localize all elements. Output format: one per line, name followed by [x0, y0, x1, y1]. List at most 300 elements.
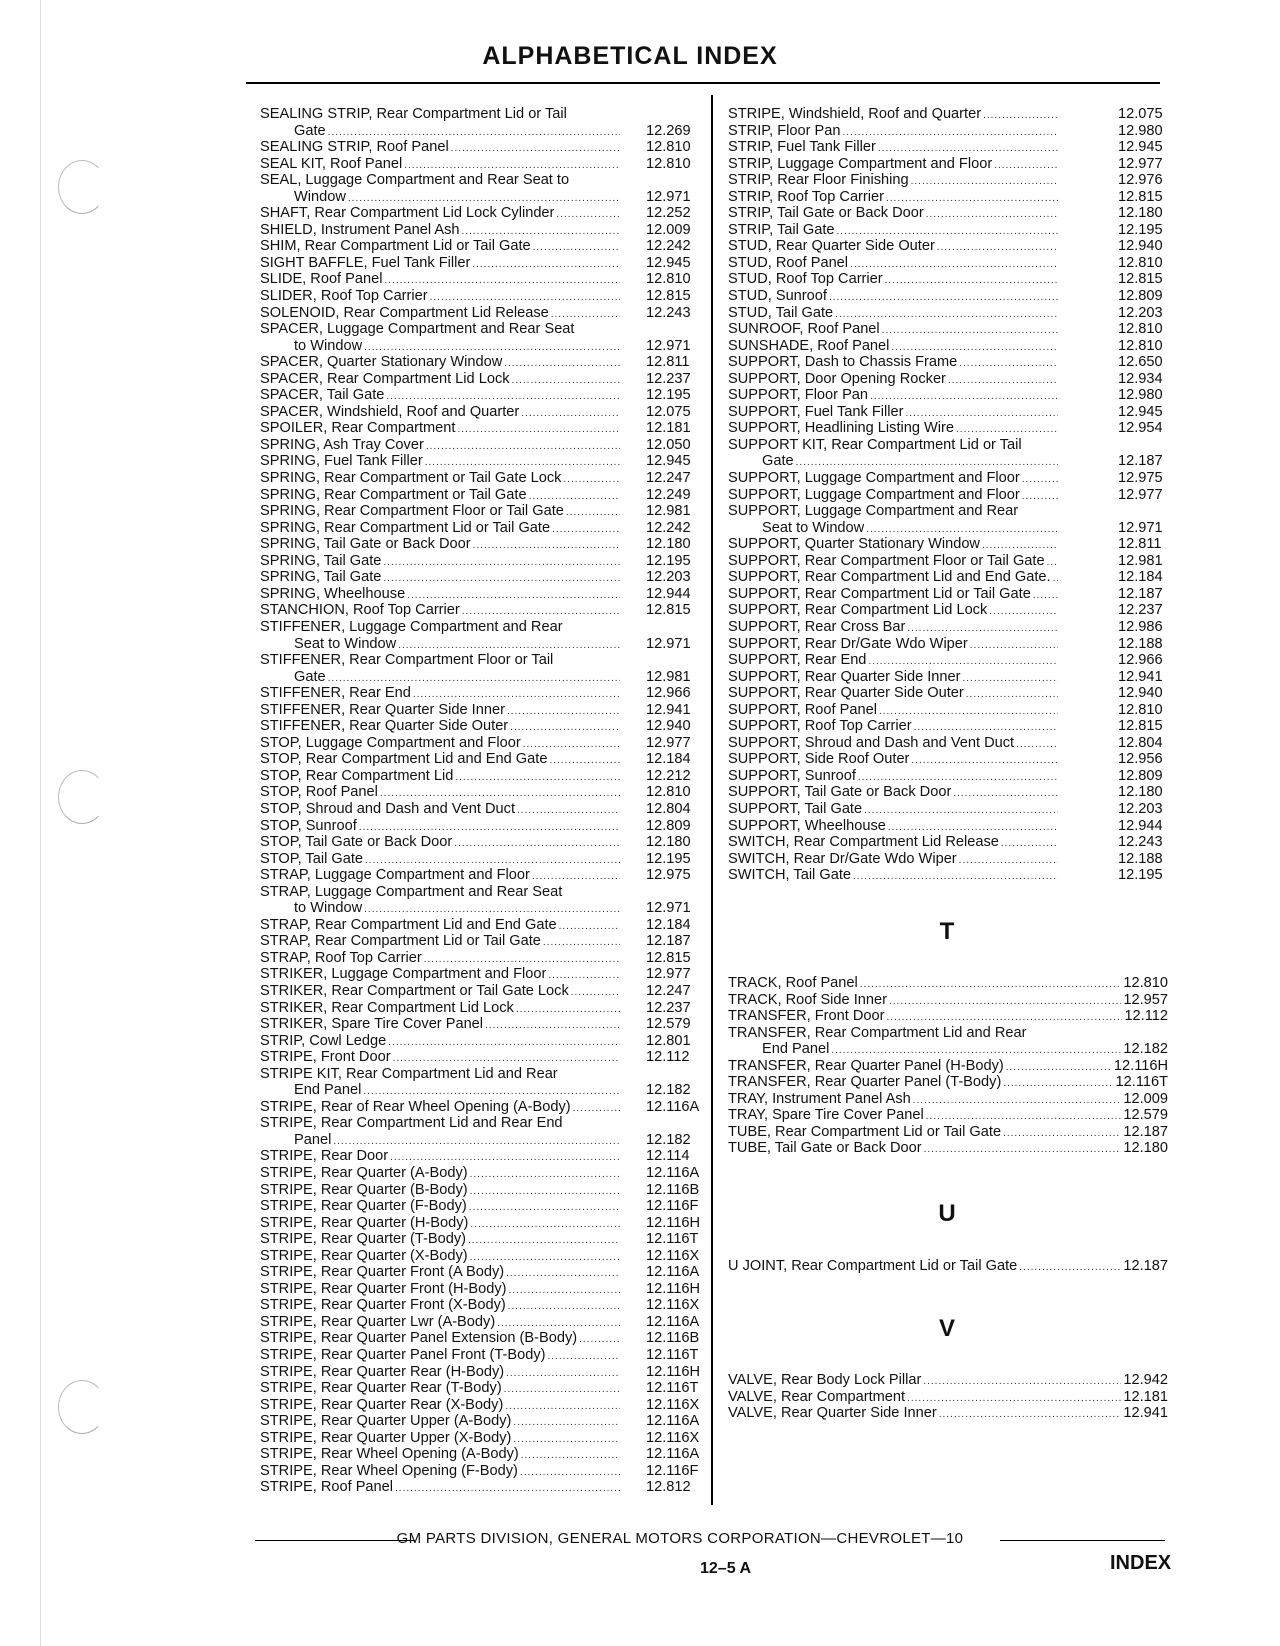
index-entry [260, 1198, 704, 1215]
entry-page-ref: 12.116T [646, 1231, 699, 1248]
entry-text: SWITCH, Tail Gate [728, 867, 851, 884]
entry-text: Window [294, 188, 346, 205]
index-entry [728, 487, 1168, 504]
entry-page-ref: 12.184 [646, 916, 691, 933]
entry-text: STRIPE, Rear Quarter Upper (A-Body) [260, 1413, 512, 1430]
entry-page-ref: 12.116A [646, 1264, 700, 1281]
entry-page-ref: 12.050 [646, 436, 691, 453]
index-entry [260, 1446, 704, 1463]
entry-page-ref: 12.957 [1123, 991, 1168, 1008]
entry-text: STRIPE, Rear Quarter (X-Body) [260, 1247, 468, 1264]
entry-page-ref: 12.579 [646, 1016, 691, 1033]
index-entry [260, 1000, 704, 1017]
entry-text: STRIP, Tail Gate [728, 221, 835, 238]
entry-text: STRAP, Luggage Compartment and Floor [260, 867, 530, 884]
index-entry [728, 305, 1168, 322]
entry-page-ref: 12.187 [1118, 453, 1163, 470]
index-entry [260, 553, 704, 570]
entry-page-ref: 12.182 [646, 1131, 691, 1148]
dot-leader [889, 994, 1121, 1011]
index-entry [728, 1025, 1168, 1058]
entry-text: STOP, Luggage Compartment and Floor [260, 734, 521, 751]
entry-text: End Panel [294, 1082, 362, 1099]
entry-text: SPRING, Wheelhouse [260, 585, 406, 602]
entry-page-ref: 12.810 [646, 155, 691, 172]
entry-page-ref: 12.195 [646, 387, 691, 404]
entry-text: STRIPE, Rear Door [260, 1148, 389, 1165]
entry-text: SPRING, Rear Compartment or Tail Gate Lock [260, 470, 562, 487]
entry-text: STRIP, Rear Floor Finishing [728, 172, 909, 189]
entry-text: STRIPE, Rear Quarter Front (H-Body) [260, 1280, 507, 1297]
entry-text: TRACK, Roof Side Inner [728, 991, 887, 1008]
index-entry [728, 834, 1168, 851]
entry-page-ref: 12.116X [646, 1297, 700, 1314]
entry-text: STIFFENER, Rear Quarter Side Outer [260, 718, 509, 735]
entry-page-ref: 12.945 [646, 453, 691, 470]
entry-text: SUPPORT, Side Roof Outer [728, 751, 910, 768]
index-entry [260, 784, 704, 801]
index-entry [260, 420, 704, 437]
index-entry [260, 288, 704, 305]
index-entry [728, 784, 1168, 801]
index-entry [260, 586, 704, 603]
entry-text: STRIP, Floor Pan [728, 122, 841, 139]
entry-page-ref: 12.180 [1118, 205, 1163, 222]
entry-page-ref: 12.966 [1118, 652, 1163, 669]
index-entry [260, 569, 704, 586]
index-entry [728, 569, 1168, 586]
dot-leader [924, 1142, 1122, 1159]
entry-text: SPRING, Rear Compartment Lid or Tail Gate [260, 519, 551, 536]
entry-text: SIGHT BAFFLE, Fuel Tank Filler [260, 254, 471, 271]
index-entry [260, 1397, 704, 1414]
entry-text: SPRING, Rear Compartment Floor or Tail Gate [260, 503, 564, 520]
entry-text: Gate [294, 668, 326, 685]
dot-leader [404, 158, 620, 175]
entry-text: SPACER, Rear Compartment Lid Lock [260, 370, 510, 387]
entry-page-ref: 12.975 [1118, 470, 1163, 487]
entry-text: SUPPORT, Luggage Compartment and Floor [728, 470, 1020, 487]
dot-leader [923, 1374, 1121, 1391]
entry-text: SUPPORT, Tail Gate or Back Door [728, 784, 952, 801]
entry-page-ref: 12.243 [1118, 834, 1163, 851]
index-entry [728, 420, 1168, 437]
entry-text: SPACER, Windshield, Roof and Quarter [260, 403, 520, 420]
entry-page-ref: 12.116H [646, 1363, 701, 1380]
entry-page-ref: 12.195 [646, 850, 691, 867]
entry-text: STRIPE, Rear Quarter Panel Extension (B-Body) [260, 1330, 578, 1347]
entry-text: STRIPE, Rear of Rear Wheel Opening (A-Body) [260, 1098, 571, 1115]
entry-text: STIFFENER, Luggage Compartment and Rear [260, 618, 563, 635]
entry-text: STRIPE, Rear Quarter Rear (H-Body) [260, 1363, 505, 1380]
entry-text: SUPPORT, Rear Dr/Gate Wdo Wiper [728, 635, 968, 652]
index-entry [728, 867, 1168, 884]
index-entry [728, 139, 1168, 156]
entry-text: SUPPORT, Wheelhouse [728, 817, 886, 834]
entry-page-ref: 12.116X [646, 1247, 700, 1264]
index-entry [728, 1008, 1168, 1025]
entry-page-ref: 12.252 [646, 205, 691, 222]
index-entry [260, 1430, 704, 1447]
entry-page-ref: 12.116X [646, 1396, 700, 1413]
entry-text: STUD, Roof Panel [728, 254, 849, 271]
index-entry [728, 685, 1168, 702]
index-entry [260, 619, 704, 652]
entry-text: SPRING, Ash Tray Cover [260, 436, 424, 453]
entry-text: SLIDER, Roof Top Carrier [260, 288, 428, 305]
section-letter-u: U [938, 1200, 956, 1227]
entry-text: STUD, Roof Top Carrier [728, 271, 883, 288]
entry-page-ref: 12.945 [1118, 403, 1163, 420]
entry-text: SUNSHADE, Roof Panel [728, 337, 890, 354]
index-entry [260, 834, 704, 851]
entry-page-ref: 12.941 [1123, 1405, 1168, 1422]
index-entry [260, 851, 704, 868]
entry-text: SUNROOF, Roof Panel [728, 321, 880, 338]
entry-page-ref: 12.811 [1118, 536, 1162, 553]
entry-text: STRIPE, Rear Wheel Opening (F-Body) [260, 1462, 518, 1479]
entry-page-ref: 12.977 [646, 966, 691, 983]
entry-page-ref: 12.116A [646, 1098, 700, 1115]
entry-text: SHIELD, Instrument Panel Ash [260, 221, 460, 238]
entry-page-ref: 12.181 [646, 420, 691, 437]
entry-page-ref: 12.116H [646, 1214, 701, 1231]
index-entry [728, 619, 1168, 636]
entry-text: SUPPORT, Quarter Stationary Window [728, 536, 980, 553]
entry-text: SUPPORT, Shroud and Dash and Vent Duct [728, 734, 1015, 751]
entry-text: SPACER, Luggage Compartment and Rear Seat [260, 321, 575, 338]
entry-page-ref: 12.212 [646, 767, 691, 784]
index-entry [728, 702, 1168, 719]
entry-page-ref: 12.809 [1118, 288, 1163, 305]
entry-page-ref: 12.971 [646, 188, 691, 205]
entry-text: Seat to Window [294, 635, 397, 652]
index-entry [260, 1115, 704, 1148]
index-entry [260, 801, 704, 818]
index-entry [728, 1258, 1168, 1275]
index-entry [260, 1248, 704, 1265]
entry-page-ref: 12.242 [646, 519, 691, 536]
entry-text: SUPPORT, Rear Compartment Lid and End Gate. [728, 569, 1051, 586]
dot-leader [398, 638, 620, 655]
entry-text: SPOILER, Rear Compartment [260, 420, 456, 437]
index-entry [260, 602, 704, 619]
entry-page-ref: 12.810 [646, 784, 691, 801]
entry-page-ref: 12.116A [646, 1165, 700, 1181]
entry-text: STRIPE, Rear Quarter (A-Body) [260, 1165, 468, 1181]
dot-leader [853, 869, 1058, 886]
entry-page-ref: 12.184 [646, 751, 691, 768]
page-number: 12–5 A [700, 1560, 751, 1577]
entry-page-ref: 12.116T [1115, 1074, 1168, 1091]
entry-text: STOP, Rear Compartment Lid [260, 767, 454, 784]
entry-page-ref: 12.203 [646, 569, 691, 586]
right-index-column [728, 106, 1168, 884]
entry-text: STUD, Sunroof [728, 288, 827, 305]
entry-page-ref: 12.112 [1124, 1008, 1168, 1025]
entry-text: SUPPORT, Rear Compartment Lid or Tail Gate [728, 585, 1031, 602]
entry-text: STRIPE, Rear Quarter (T-Body) [260, 1231, 466, 1248]
entry-page-ref: 12.187 [1123, 1258, 1168, 1274]
entry-page-ref: 12.986 [1118, 618, 1163, 635]
index-entry [728, 602, 1168, 619]
index-entry [260, 768, 704, 785]
entry-page-ref: 12.180 [1123, 1140, 1168, 1157]
entry-page-ref: 12.116T [646, 1347, 699, 1364]
entry-page-ref: 12.804 [646, 800, 691, 817]
entry-page-ref: 12.195 [646, 552, 691, 569]
entry-text: SEAL, Luggage Compartment and Rear Seat to [260, 172, 570, 189]
index-entry [260, 470, 704, 487]
binder-hole-middle [58, 770, 106, 824]
entry-page-ref: 12.971 [646, 337, 691, 354]
index-entry [728, 992, 1168, 1009]
index-entry [728, 586, 1168, 603]
entry-page-ref: 12.180 [1118, 784, 1163, 801]
entry-text: STRIKER, Rear Compartment Lid Lock [260, 999, 514, 1016]
index-entry [260, 884, 704, 917]
entry-text: SUPPORT, Headlining Listing Wire [728, 420, 955, 437]
index-entry [260, 718, 704, 735]
dot-leader [393, 1051, 620, 1068]
index-entry [728, 1058, 1168, 1075]
index-entry [260, 255, 704, 272]
dot-leader [551, 307, 620, 324]
dot-leader [1003, 1126, 1121, 1143]
entry-page-ref: 12.944 [646, 585, 691, 602]
entry-page-ref: 12.116H [1113, 1057, 1168, 1074]
index-entry [728, 1091, 1168, 1108]
dot-leader [913, 1093, 1122, 1110]
index-entry [260, 387, 704, 404]
entry-page-ref: 12.815 [646, 949, 691, 966]
index-entry [260, 1330, 704, 1347]
index-entry [728, 470, 1168, 487]
entry-text: SPRING, Rear Compartment or Tail Gate [260, 486, 527, 503]
index-entry [728, 652, 1168, 669]
entry-text: SPRING, Tail Gate or Back Door [260, 536, 471, 553]
entry-page-ref: 12.940 [646, 718, 691, 735]
entry-page-ref: 12.810 [646, 139, 691, 156]
entry-text: STRIP, Fuel Tank Filler [728, 139, 876, 156]
index-entry [260, 536, 704, 553]
entry-text: TRAY, Instrument Panel Ash [728, 1090, 911, 1107]
index-entry [260, 172, 704, 205]
index-entry [728, 1140, 1168, 1157]
entry-text: SEALING STRIP, Rear Compartment Lid or Tail [260, 106, 567, 122]
entry-page-ref: 12.247 [646, 982, 691, 999]
entry-page-ref: 12.182 [646, 1082, 691, 1099]
column-divider [711, 95, 713, 1505]
index-entry [728, 288, 1168, 305]
entry-text: STRIPE, Rear Wheel Opening (A-Body) [260, 1446, 519, 1463]
index-entry [260, 1016, 704, 1033]
index-entry [260, 437, 704, 454]
binder-hole-top [58, 160, 106, 214]
entry-text: TUBE, Rear Compartment Lid or Tail Gate [728, 1123, 1002, 1140]
index-entry [728, 205, 1168, 222]
entry-page-ref: 12.940 [1118, 685, 1163, 702]
entry-page-ref: 12.941 [1118, 668, 1163, 685]
entry-text: SPACER, Tail Gate [260, 387, 385, 404]
index-entry [728, 1389, 1168, 1406]
entry-text: to Window [294, 900, 363, 917]
index-entry [260, 1380, 704, 1397]
entry-page-ref: 12.187 [646, 933, 691, 950]
entry-text: SUPPORT, Roof Top Carrier [728, 718, 912, 735]
entry-page-ref: 12.180 [646, 536, 691, 553]
entry-page-ref: 12.180 [646, 834, 691, 851]
index-entry [728, 271, 1168, 288]
entry-text: TRANSFER, Rear Quarter Panel (T-Body) [728, 1074, 1002, 1091]
entry-text: STRIKER, Spare Tire Cover Panel [260, 1016, 484, 1033]
index-entry [260, 702, 704, 719]
entry-text: SEALING STRIP, Roof Panel [260, 139, 449, 156]
entry-text: TRAY, Spare Tire Cover Panel [728, 1107, 924, 1124]
index-entry [260, 1165, 704, 1182]
entry-page-ref: 12.934 [1118, 370, 1163, 387]
entry-text: STRIP, Luggage Compartment and Floor [728, 155, 993, 172]
index-entry [728, 1372, 1168, 1389]
entry-page-ref: 12.945 [1118, 139, 1163, 156]
entry-page-ref: 12.114 [646, 1148, 690, 1165]
entry-text: SUPPORT, Fuel Tank Filler [728, 403, 904, 420]
entry-page-ref: 12.810 [646, 271, 691, 288]
index-entry [728, 975, 1168, 992]
entry-text: Seat to Window [762, 519, 865, 536]
page-section-label: INDEX [1110, 1552, 1172, 1574]
entry-page-ref: 12.980 [1118, 122, 1163, 139]
entry-text: SEAL KIT, Roof Panel [260, 155, 403, 172]
entry-page-ref: 12.815 [1118, 718, 1163, 735]
entry-text: STOP, Rear Compartment Lid and End Gate [260, 751, 548, 768]
entry-text: SUPPORT, Dash to Chassis Frame [728, 354, 958, 371]
entry-text: to Window [294, 337, 363, 354]
index-entry [728, 156, 1168, 173]
entry-page-ref: 12.810 [1118, 337, 1163, 354]
index-entry [260, 520, 704, 537]
entry-text: STRIPE, Front Door [260, 1049, 391, 1066]
index-entry [728, 503, 1168, 536]
entry-text: STRIPE, Rear Quarter Rear (T-Body) [260, 1380, 502, 1397]
entry-text: STRIPE KIT, Rear Compartment Lid and Rear [260, 1065, 558, 1082]
index-entry [728, 437, 1168, 470]
entry-text: SPACER, Quarter Stationary Window [260, 354, 503, 371]
entry-page-ref: 12.804 [1118, 734, 1163, 751]
entry-page-ref: 12.116F [646, 1198, 699, 1215]
entry-text: STRIPE, Rear Quarter (H-Body) [260, 1214, 469, 1231]
entry-page-ref: 12.184 [1118, 569, 1163, 586]
index-entry [260, 156, 704, 173]
entry-text: STUD, Rear Quarter Side Outer [728, 238, 935, 255]
entry-page-ref: 12.810 [1123, 975, 1168, 991]
index-entry [260, 1264, 704, 1281]
entry-page-ref: 12.188 [1118, 635, 1163, 652]
entry-text: STOP, Sunroof [260, 817, 357, 834]
entry-text: SUPPORT, Rear End [728, 652, 867, 669]
page-title: ALPHABETICAL INDEX [482, 42, 778, 70]
index-entry [260, 1049, 704, 1066]
entry-text: VALVE, Rear Quarter Side Inner [728, 1405, 937, 1422]
dot-leader [907, 1391, 1121, 1408]
entry-page-ref: 12.815 [646, 288, 691, 305]
entry-page-ref: 12.809 [646, 817, 691, 834]
index-entry [728, 553, 1168, 570]
entry-page-ref: 12.971 [646, 635, 691, 652]
title-rule [246, 82, 1160, 84]
index-entry [728, 636, 1168, 653]
entry-text: SUPPORT, Roof Panel [728, 701, 877, 718]
index-entry [260, 685, 704, 702]
index-entry [260, 966, 704, 983]
entry-page-ref: 12.182 [1123, 1041, 1168, 1058]
dot-leader [1003, 1076, 1113, 1093]
entry-page-ref: 12.981 [646, 668, 691, 685]
index-entry [728, 255, 1168, 272]
entry-page-ref: 12.203 [1118, 304, 1163, 321]
entry-page-ref: 12.188 [1118, 850, 1163, 867]
entry-text: SUPPORT, Luggage Compartment and Rear [728, 503, 1019, 520]
entry-text: STIFFENER, Rear End [260, 685, 411, 702]
dot-leader [573, 1101, 620, 1118]
entry-page-ref: 12.977 [646, 734, 691, 751]
entry-text: Gate [762, 453, 794, 470]
entry-page-ref: 12.981 [646, 503, 691, 520]
dot-leader [532, 869, 620, 886]
entry-text: TRANSFER, Front Door [728, 1008, 885, 1025]
entry-page-ref: 12.815 [646, 602, 691, 619]
binder-hole-bottom [58, 1380, 106, 1434]
entry-page-ref: 12.187 [1123, 1123, 1168, 1140]
entry-text: SWITCH, Rear Compartment Lid Release [728, 834, 999, 851]
entry-page-ref: 12.116H [646, 1280, 701, 1297]
entry-page-ref: 12.966 [646, 685, 691, 702]
index-entry [728, 106, 1168, 123]
entry-page-ref: 12.237 [646, 370, 691, 387]
dot-leader [1019, 1260, 1121, 1277]
entry-text: SUPPORT, Rear Quarter Side Inner [728, 668, 961, 685]
entry-text: SOLENOID, Rear Compartment Lid Release [260, 304, 549, 321]
entry-text: STRIPE, Rear Quarter Lwr (A-Body) [260, 1313, 496, 1330]
entry-page-ref: 12.815 [1118, 188, 1163, 205]
section-u-entries [728, 1258, 1168, 1275]
index-entry [728, 354, 1168, 371]
index-entry [260, 1314, 704, 1331]
index-entry [260, 1182, 704, 1199]
dot-leader [1022, 489, 1058, 506]
entry-text: STRIPE, Rear Quarter Rear (X-Body) [260, 1396, 504, 1413]
index-entry [260, 652, 704, 685]
index-entry [260, 1297, 704, 1314]
entry-text: Gate [294, 122, 326, 139]
entry-text: STRAP, Rear Compartment Lid or Tail Gate [260, 933, 541, 950]
entry-text: STRAP, Rear Compartment Lid and End Gate [260, 916, 557, 933]
entry-page-ref: 12.977 [1118, 486, 1163, 503]
footer-publisher: GM PARTS DIVISION, GENERAL MOTORS CORPORATION—CHEVROLET—10 [396, 1530, 964, 1547]
index-entry [260, 205, 704, 222]
entry-page-ref: 12.971 [1118, 519, 1163, 536]
entry-page-ref: 12.956 [1118, 751, 1163, 768]
index-entry [728, 172, 1168, 189]
entry-page-ref: 12.941 [646, 701, 691, 718]
entry-page-ref: 12.650 [1118, 354, 1163, 371]
entry-page-ref: 12.980 [1118, 387, 1163, 404]
entry-text: STRIPE, Windshield, Roof and Quarter [728, 106, 982, 122]
entry-page-ref: 12.942 [1123, 1372, 1168, 1388]
entry-text: STRIPE, Rear Quarter Front (A Body) [260, 1264, 505, 1281]
index-entry [728, 718, 1168, 735]
index-entry [260, 751, 704, 768]
